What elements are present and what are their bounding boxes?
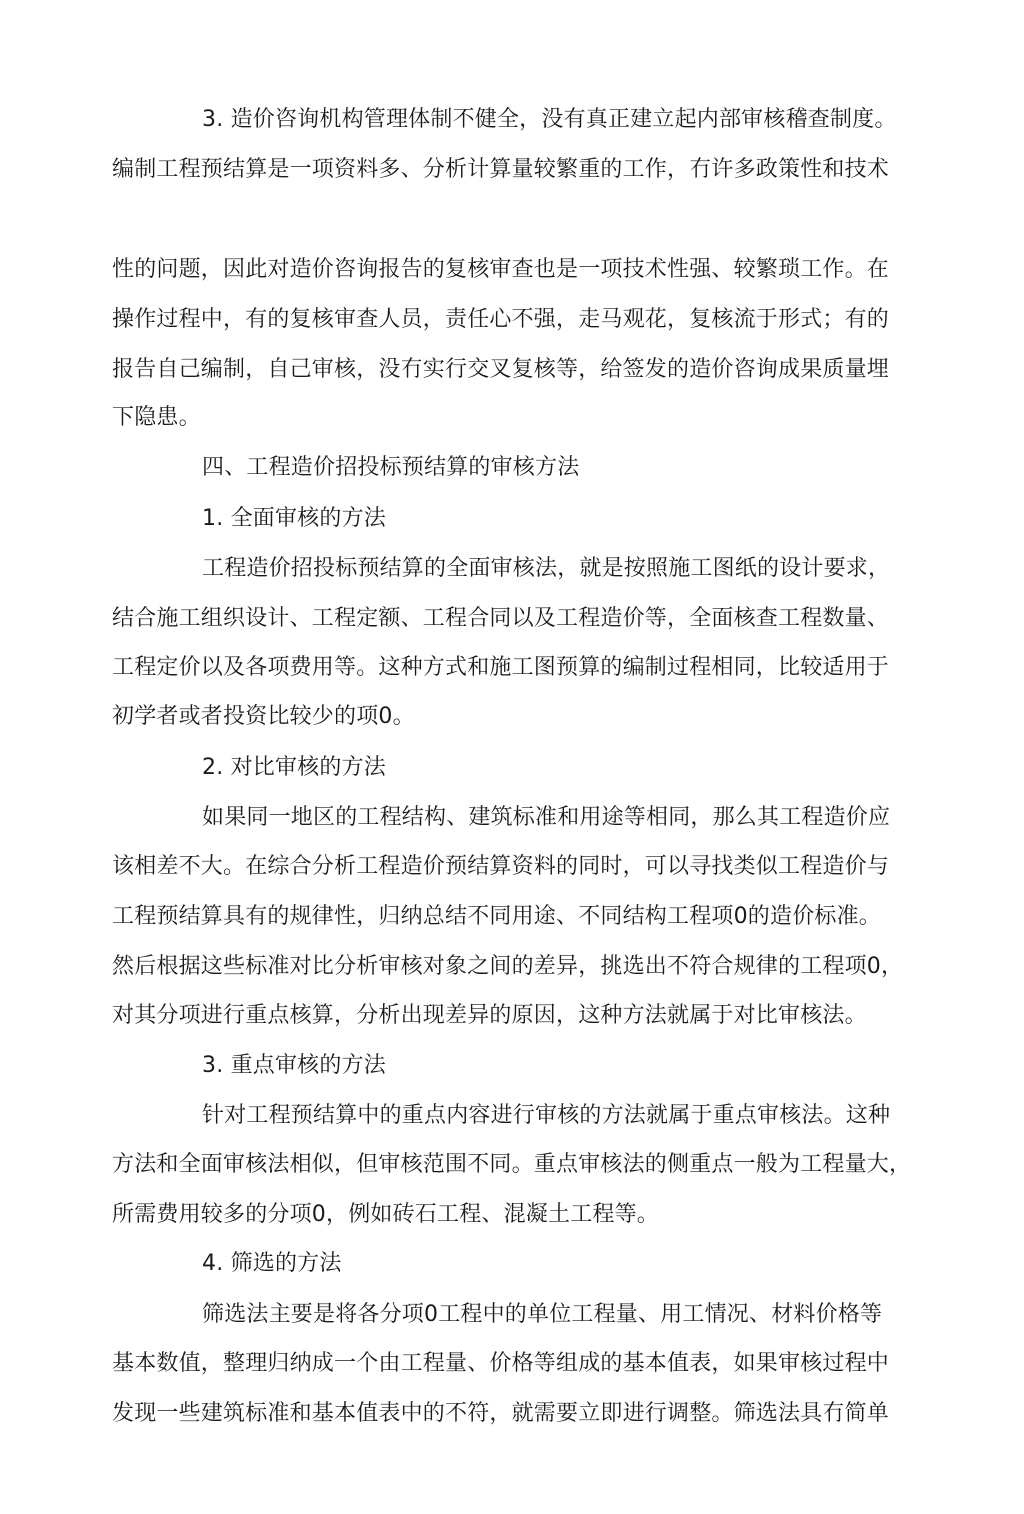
text-line: 该相差不大。在综合分析工程造价预结算资料的同时，可以寻找类似工程造价与 [112,854,890,879]
section-heading: 四、工程造价招投标预结算的审核方法 [202,455,580,480]
subsection-heading: 4. 筛选的方法 [202,1251,342,1276]
text-line: 针对工程预结算中的重点内容进行审核的方法就属于重点审核法。这种 [202,1103,891,1128]
text-line: 所需费用较多的分项0，例如砖石工程、混凝土工程等。 [112,1202,659,1227]
text-line: 工程定价以及各项费用等。这种方式和施工图预算的编制过程相同，比较适用于 [112,655,890,680]
text-line: 对其分项进行重点核算，分析出现差异的原因，这种方法就属于对比审核法。 [112,1003,867,1028]
subsection-heading: 2. 对比审核的方法 [202,755,386,780]
text-line: 操作过程中，有的复核审查人员，责任心不强，走马观花，复核流于形式；有的 [112,307,890,332]
text-line: 3. 造价咨询机构管理体制不健全，没有真正建立起内部审核稽查制度。 [202,107,897,132]
text-line: 工程造价招投标预结算的全面审核法，就是按照施工图纸的设计要求， [202,556,891,581]
text-line: 方法和全面审核法相似，但审核范围不同。重点审核法的侧重点一般为工程量大， [112,1152,912,1177]
text-line: 筛选法主要是将各分项0工程中的单位工程量、用工情况、材料价格等 [202,1302,883,1327]
text-line: 下隐患。 [112,405,201,430]
text-line: 结合施工组织设计、工程定额、工程合同以及工程造价等，全面核查工程数量、 [112,606,890,631]
text-line: 性的问题，因此对造价咨询报告的复核审查也是一项技术性强、较繁琐工作。在 [112,257,890,282]
subsection-heading: 1. 全面审核的方法 [202,506,386,531]
text-line: 编制工程预结算是一项资料多、分析计算量较繁重的工作，冇许多政策性和技术 [112,157,890,182]
text-line: 报告自己编制，自己审核，没冇实行交叉复核等，给签发的造价咨询成果质量埋 [112,357,890,382]
text-line: 工程预结算具有的规律性，归纳总结不同用途、不同结构工程项0的造价标准。 [112,904,881,929]
text-line: 然后根据这些标准对比分析审核对象之间的差异，挑选出不符合规律的工程项0， [112,954,904,979]
text-line: 基本数值，整理归纳成一个由工程量、价格等组成的基本值表，如果审核过程中 [112,1351,890,1376]
subsection-heading: 3. 重点审核的方法 [202,1053,386,1078]
text-line: 初学者或者投资比较少的项0。 [112,704,415,729]
text-line: 发现一些建筑标准和基本值表中的不符，就需要立即进行调整。筛选法具冇简单 [112,1401,890,1426]
text-line: 如果同一地区的工程结构、建筑标准和用途等相同，那么其工程造价应 [202,805,891,830]
